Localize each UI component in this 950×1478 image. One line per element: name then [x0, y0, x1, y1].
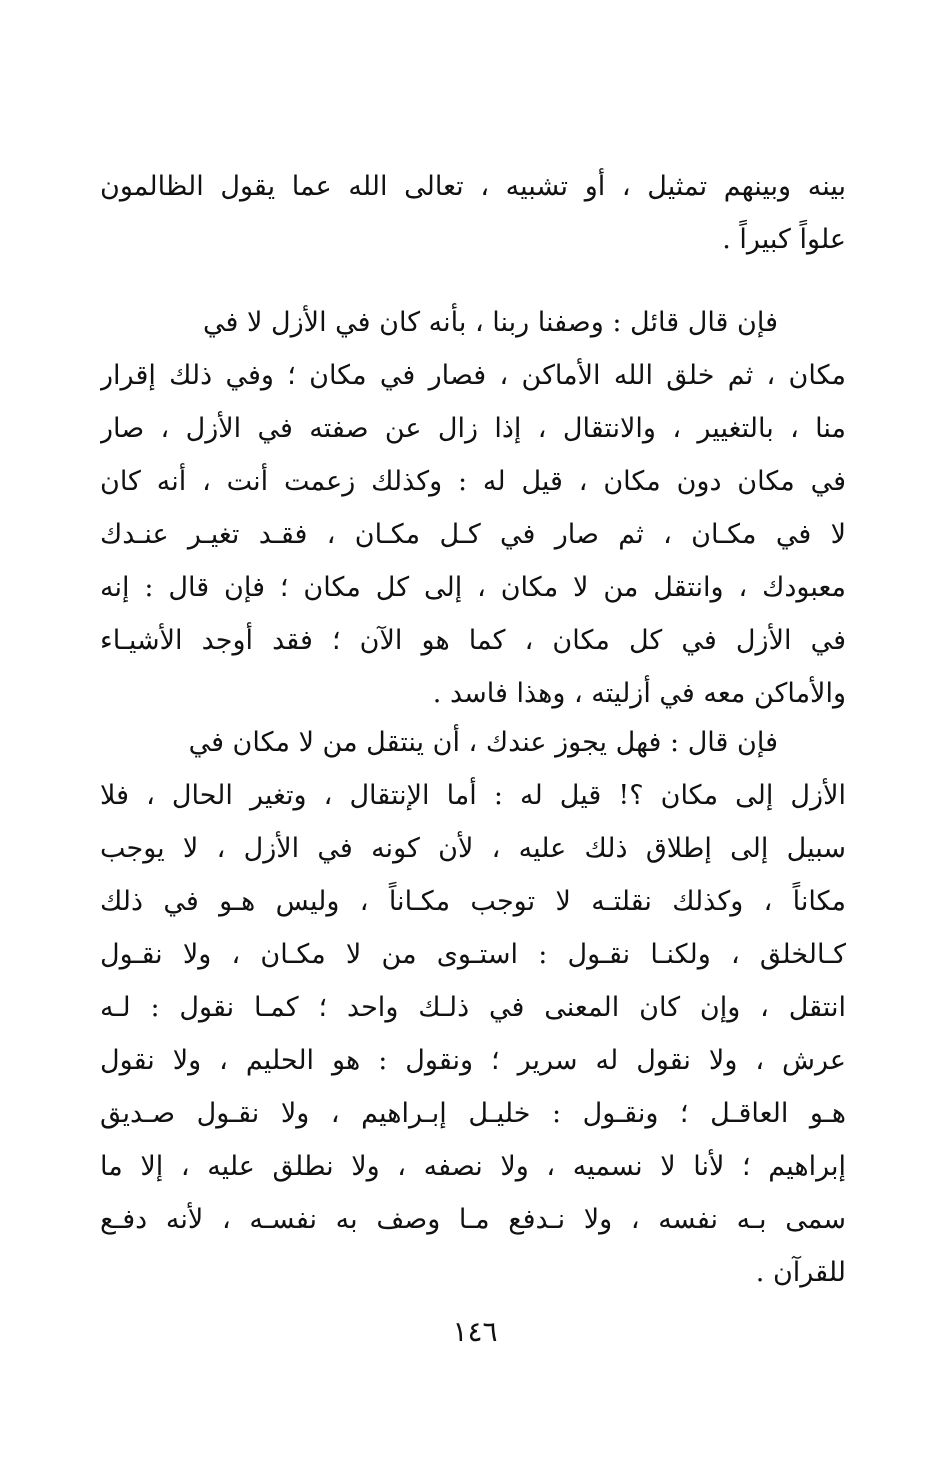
text-line: منا ، بالتغيير ، والانتقال ، إذا زال عن صفته في الأزل ، صار	[100, 413, 846, 444]
text-line: عرش ، ولا نقول له سرير ؛ ونقول : هو الحليم ، ولا نقول	[100, 1045, 846, 1076]
paragraph-3	[100, 716, 846, 1299]
text-line: فإن قال قائل : وصفنا ربنا ، بأنه كان في الأزل لا في	[203, 307, 778, 338]
text-line: هـو العاقـل ؛ ونقـول : خليـل إبـراهيم ، ولا نقـول صـديق	[100, 1098, 846, 1129]
text-line: لا في مكـان ، ثم صار في كـل مكـان ، فقـد تغيـر عنـدك	[100, 519, 846, 550]
text-line: في الأزل في كل مكان ، كما هو الآن ؛ فقد أوجد الأشيـاء	[100, 625, 846, 656]
page-number: ١٤٦	[452, 1315, 498, 1348]
text-line: بينه وبينهم تمثيل ، أو تشبيه ، تعالى الله عما يقول الظالمون	[100, 171, 846, 202]
text-line: كـالخلق ، ولكنـا نقـول : استـوى من لا مكـان ، ولا نقـول	[100, 939, 846, 970]
text-line: للقرآن .	[755, 1257, 846, 1288]
text-line: مكاناً ، وكذلك نقلتـه لا توجب مكـاناً ، وليس هـو في ذلك	[100, 886, 846, 917]
text-line: سبيل إلى إطلاق ذلك عليه ، لأن كونه في الأزل ، لا يوجب	[100, 833, 846, 864]
text-line: فإن قال : فهل يجوز عندك ، أن ينتقل من لا مكان في	[188, 727, 778, 758]
paragraph-2	[100, 296, 846, 720]
text-line: إبراهيم ؛ لأنا لا نسميه ، ولا نصفه ، ولا نطلق عليه ، إلا ما	[100, 1151, 846, 1182]
paragraph-1	[100, 160, 846, 266]
text-line: انتقل ، وإن كان المعنى في ذلـك واحد ؛ كمـا نقول : لـه	[100, 992, 846, 1023]
text-line: مكان ، ثم خلق الله الأماكن ، فصار في مكان ؛ وفي ذلك إقرار	[100, 360, 846, 391]
text-line: سمى بـه نفسه ، ولا نـدفع مـا وصف به نفسـه ، لأنه دفـع	[100, 1204, 846, 1235]
text-line: الأزل إلى مكان ؟! قيل له : أما الإنتقال ، وتغير الحال ، فلا	[100, 780, 846, 811]
text-line: في مكان دون مكان ، قيل له : وكذلك زعمت أنت ، أنه كان	[100, 466, 846, 497]
text-line: والأماكن معه في أزليته ، وهذا فاسد .	[432, 678, 846, 709]
text-line: علواً كبيراً .	[722, 224, 846, 255]
text-line: معبودك ، وانتقل من لا مكان ، إلى كل مكان ؛ فإن قال : إنه	[100, 572, 846, 603]
